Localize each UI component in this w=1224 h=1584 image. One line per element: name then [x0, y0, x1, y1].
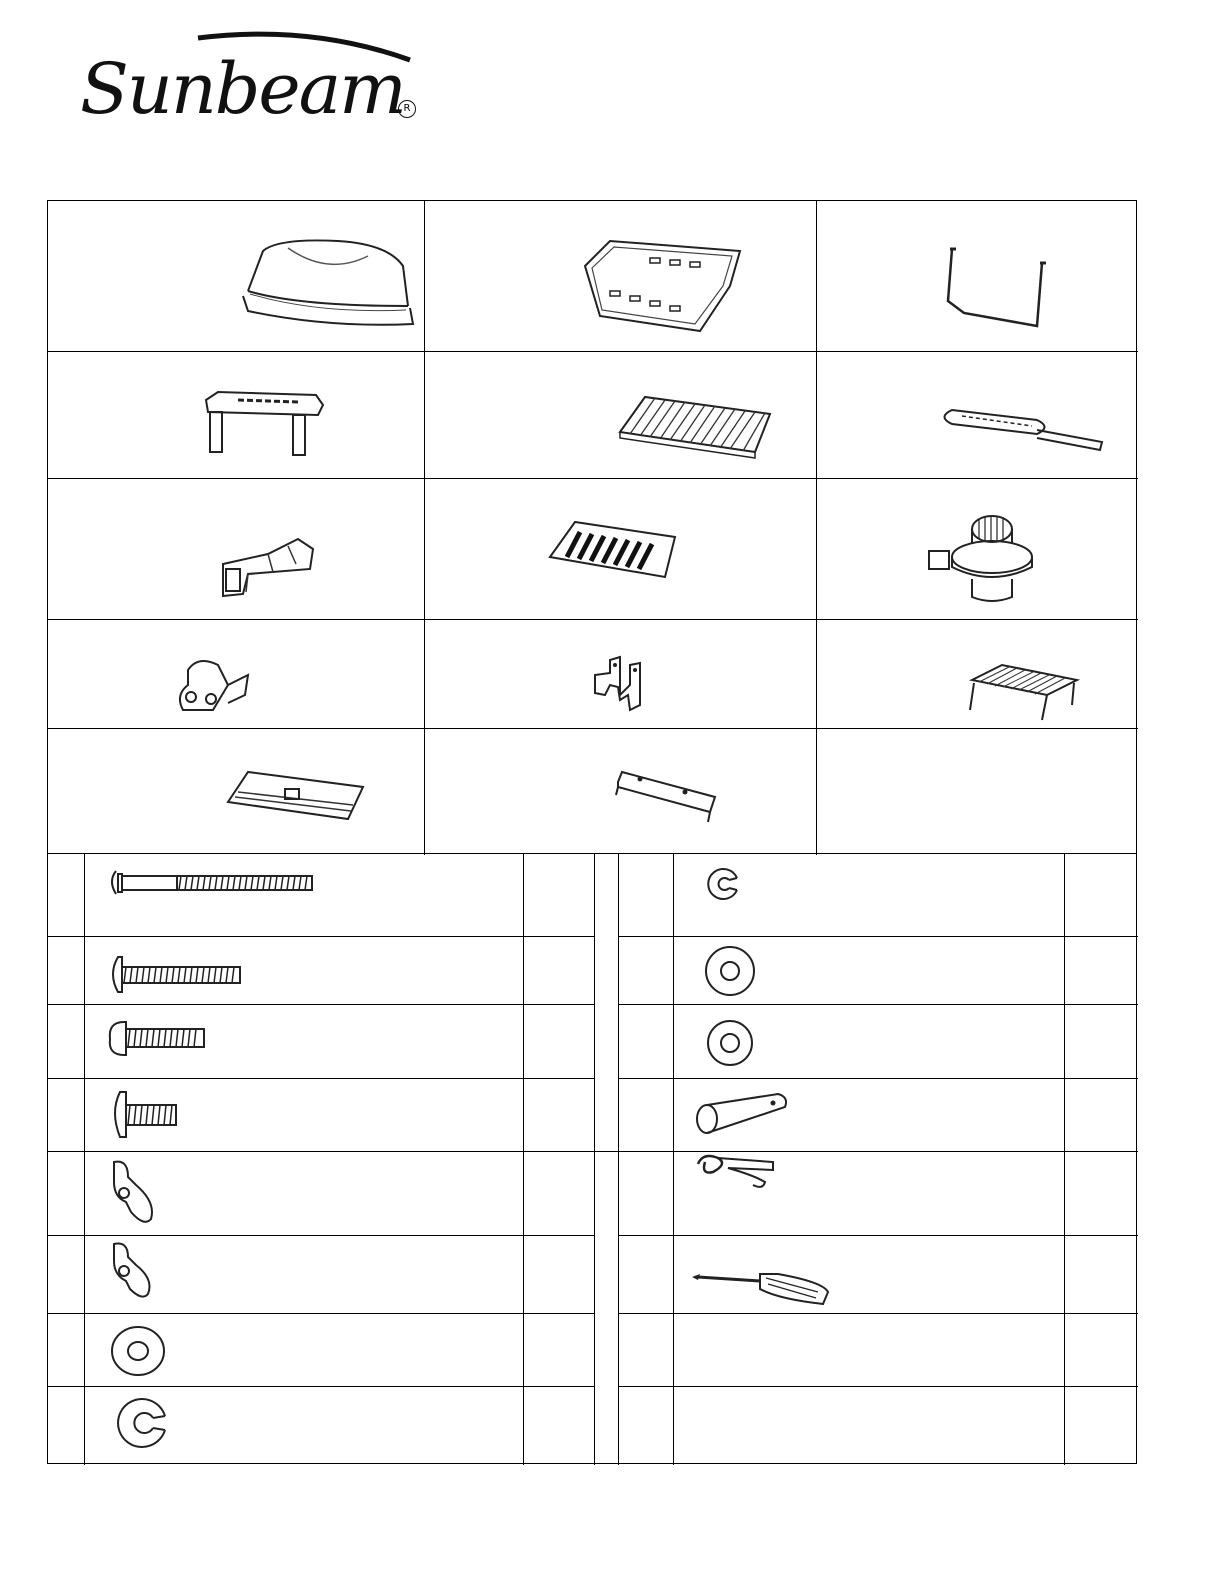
- lid-icon: [238, 236, 418, 331]
- part-cell: [425, 479, 817, 620]
- bracket-icon: [590, 655, 650, 715]
- wing-nut-large-icon: [106, 1157, 161, 1229]
- part-cell: [48, 729, 425, 855]
- cooking-grate-icon: [615, 392, 775, 462]
- hardware-table: [47, 853, 1137, 1464]
- long-bolt-icon: [106, 866, 316, 901]
- hair-pin-clip-icon: [693, 1150, 783, 1195]
- part-cell: [425, 729, 817, 855]
- part-cell: [48, 201, 425, 352]
- large-flat-washer-icon: [703, 944, 758, 999]
- shortest-bolt-icon: [106, 1087, 186, 1142]
- warming-rack-icon: [962, 655, 1082, 725]
- regulator-valve-icon: [927, 509, 1037, 604]
- support-plate-icon: [610, 767, 725, 837]
- flat-washer-icon: [108, 1324, 168, 1379]
- part-cell: [817, 201, 1138, 352]
- logo-wordmark: Sunbeam: [80, 48, 405, 130]
- empty-part-cell: [817, 729, 1138, 855]
- part-cell: [817, 352, 1138, 479]
- part-cell: [817, 620, 1138, 729]
- hinge-bracket-icon: [218, 534, 318, 604]
- part-cell: [48, 620, 425, 729]
- screwdriver-icon: [688, 1264, 833, 1309]
- part-cell: [48, 479, 425, 620]
- clevis-pin-icon: [693, 1089, 798, 1139]
- part-cell: [48, 352, 425, 479]
- grease-tray-icon: [223, 767, 368, 827]
- flat-washer-2-icon: [703, 1019, 758, 1069]
- burner-icon: [932, 402, 1112, 457]
- part-cell: [425, 620, 817, 729]
- part-cell: [425, 352, 817, 479]
- part-cell: [817, 479, 1138, 620]
- registered-mark-icon: R: [398, 100, 416, 118]
- sunbeam-logo: [80, 30, 430, 135]
- hinge-icon: [173, 655, 253, 720]
- wire-leg-icon: [942, 241, 1057, 346]
- small-lock-washer-icon: [703, 864, 743, 904]
- parts-grid: [47, 200, 1137, 854]
- part-cell: [425, 201, 817, 352]
- wing-nut-small-icon: [106, 1239, 161, 1304]
- medium-bolt-icon: [106, 952, 246, 997]
- short-bolt-icon: [106, 1017, 211, 1062]
- lock-washer-icon: [113, 1394, 173, 1454]
- lid-handle-icon: [198, 390, 328, 465]
- firebox-bowl-icon: [580, 236, 750, 336]
- heat-shield-icon: [545, 517, 680, 587]
